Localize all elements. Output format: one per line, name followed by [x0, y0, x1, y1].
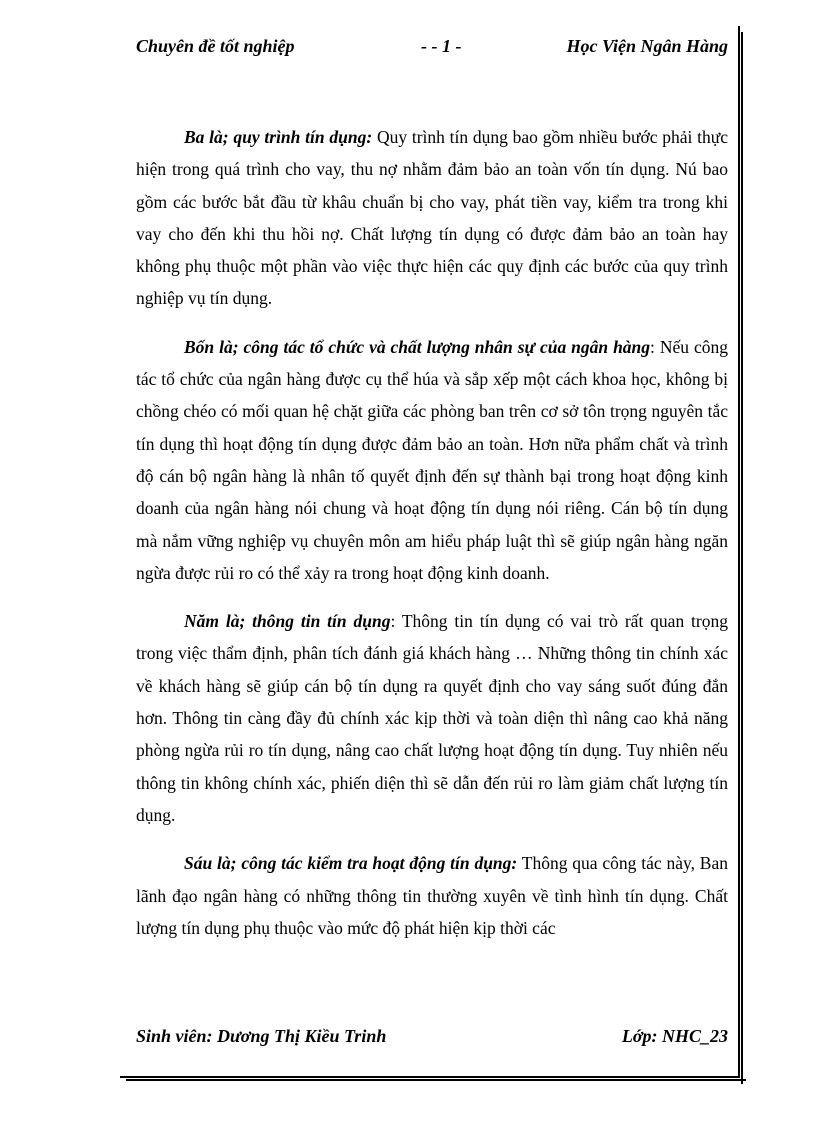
paragraph-lead: Bốn là; công tác tổ chức và chất lượng nhân sự của ngân hàng: [184, 336, 651, 357]
paragraph-text: : Thông tin tín dụng có vai trò rất quan trọng trong việc thẩm định, phân tích đánh giá khách hàng … Những thông tin chính xác về khách hàng sẽ giúp cán bộ tín dụng ra quyết định cho vay sáng suốt đúng đắn hơn. Thông tin càng đầy đủ chính xác kịp thời và toàn diện thì nâng cao khả năng phòng ngừa rủi ro tín dụng, nâng cao chất lượng hoạt động tín dụng. Tuy nhiên nếu thông tin không chính xác, phiến diện thì sẽ dẫn đến rủi ro làm giảm chất lượng tín dụng.: [136, 611, 728, 825]
header-institution: Học Viện Ngân Hàng: [566, 36, 728, 56]
page-footer: [136, 1026, 728, 1052]
header-document-type: Chuyên đề tốt nghiệp: [136, 36, 295, 56]
paragraph-credit-information: [136, 605, 728, 831]
paragraph-lead: Năm là; thông tin tín dụng: [184, 611, 391, 632]
paragraph-lead: Sáu là; công tác kiểm tra hoạt động tín dụng:: [184, 853, 518, 874]
header-page-number: - - 1 -: [421, 36, 462, 56]
paragraph-credit-inspection: [136, 847, 728, 944]
paragraph-text: Thông qua công tác này, Ban lãnh đạo ngân hàng có những thông tin thường xuyên về tình hình tín dụng. Chất lượng tín dụng phụ thuộc vào mức độ phát hiện kịp thời các: [136, 853, 728, 938]
footer-class: Lớp: NHC_23: [621, 1026, 728, 1046]
paragraph-text: Quy trình tín dụng bao gồm nhiều bước phải thực hiện trong quá trình cho vay, thu nợ nhằm đảm bảo an toàn vốn tín dụng. Nú bao gồm các bước bắt đầu từ khâu chuẩn bị cho vay, phát tiền vay, kiểm tra trong khi vay cho đến khi thu hồi nợ. Chất lượng tín dụng có được đảm bảo an toàn hay không phụ thuộc một phần vào việc thực hiện các quy định các bước của quy trình nghiệp vụ tín dụng.: [136, 127, 728, 309]
paragraph-organization-staff: [136, 331, 728, 589]
page-header: [136, 36, 728, 62]
document-body: [136, 121, 728, 960]
footer-student-name: Sinh viên: Dương Thị Kiều Trinh: [136, 1026, 387, 1046]
paragraph-text: : Nếu công tác tổ chức của ngân hàng được cụ thể húa và sắp xếp một cách khoa học, không bị chồng chéo có mối quan hệ chặt giữa các phòng ban trên cơ sở tôn trọng nguyên tắc tín dụng thì hoạt động tín dụng được đảm bảo an toàn. Hơn nữa phẩm chất và trình độ cán bộ ngân hàng là nhân tố quyết định đến sự thành bại trong hoạt động kinh doanh của ngân hàng nói chung và hoạt động tín dụng nói riêng. Cán bộ tín dụng mà nắm vững nghiệp vụ chuyên môn am hiểu pháp luật thì sẽ giúp ngân hàng ngăn ngừa được rủi ro có thể xảy ra trong hoạt động kinh doanh.: [136, 336, 728, 583]
paragraph-credit-process: [136, 121, 728, 315]
paragraph-lead: Ba là; quy trình tín dụng:: [184, 127, 373, 147]
